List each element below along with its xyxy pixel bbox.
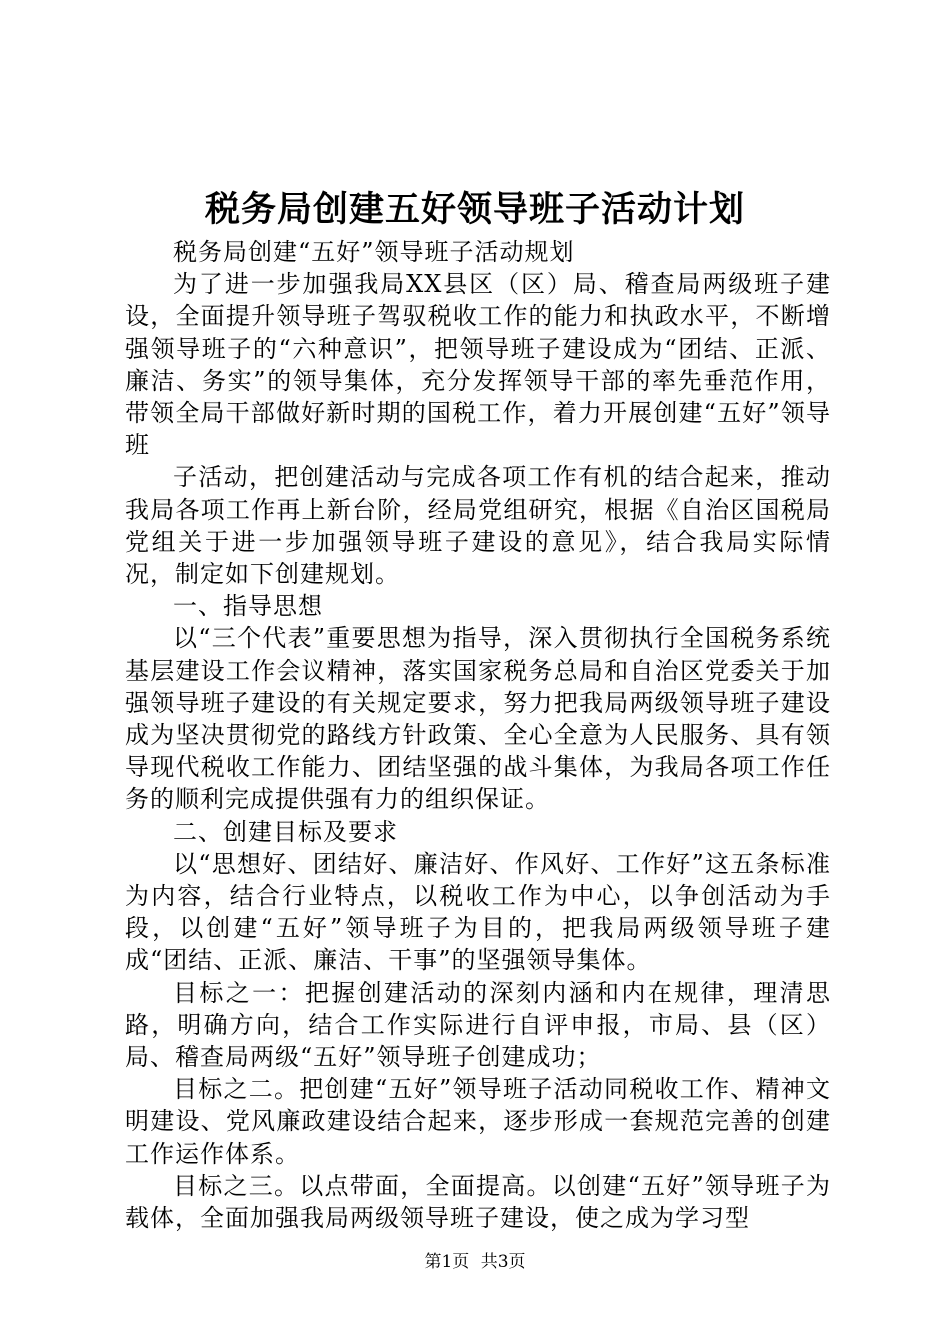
paragraph: 子活动，把创建活动与完成各项工作有机的结合起来，推动我局各项工作再上新台阶，经局党组研究，根据《自治区国税局党组关于进一步加强领导班子建设的意见》，结合我局实际情况，制定如下创建规划。 — [125, 463, 831, 589]
paragraph: 为了进一步加强我局XX县区（区）局、稽查局两级班子建设，全面提升领导班子驾驭税收工作的能力和执政水平，不断增强领导班子的“六种意识”，把领导班子建设成为“团结、正派、廉洁、务实”的领导集体，充分发挥领导干部的率先垂范作用，带领全局干部做好新时期的国税工作，着力开展创建“五好”领导班 — [125, 270, 831, 460]
paragraph: 目标之一：把握创建活动的深刻内涵和内在规律，理清思路，明确方向，结合工作实际进行自评申报，市局、县（区）局、稽查局两级“五好”领导班子创建成功； — [125, 978, 831, 1072]
paragraph: 以“思想好、团结好、廉洁好、作风好、工作好”这五条标准为内容，结合行业特点，以税收工作为中心，以争创活动为手段，以创建“五好”领导班子为目的，把我局两级领导班子建成“团结、正派、廉洁、干事”的坚强领导集体。 — [125, 849, 831, 975]
paragraph: 目标之三。以点带面，全面提高。以创建“五好”领导班子为载体，全面加强我局两级领导班子建设，使之成为学习型 — [125, 1171, 831, 1233]
page-number: 第1页 — [424, 1252, 470, 1272]
document-body — [125, 236, 831, 1234]
paragraph-subtitle: 税务局创建“五好”领导班子活动规划 — [173, 238, 575, 266]
section-heading: 二、创建目标及要求 — [173, 817, 398, 846]
page-footer — [0, 1250, 950, 1274]
section-heading: 一、指导思想 — [173, 592, 323, 621]
paragraph: 以“三个代表”重要思想为指导，深入贯彻执行全国税务系统基层建设工作会议精神，落实国家税务总局和自治区党委关于加强领导班子建设的有关规定要求，努力把我局两级领导班子建设成为坚决贯彻党的路线方针政策、全心全意为人民服务、具有领导现代税收工作能力、团结坚强的战斗集体，为我局各项工作任务的顺利完成提供强有力的组织保证。 — [125, 624, 831, 814]
page-total: 共3页 — [480, 1252, 526, 1272]
document-title: 税务局创建五好领导班子活动计划 — [204, 189, 745, 230]
paragraph: 目标之二。把创建“五好”领导班子活动同税收工作、精神文明建设、党风廉政建设结合起来，逐步形成一套规范完善的创建工作运作体系。 — [125, 1075, 831, 1168]
